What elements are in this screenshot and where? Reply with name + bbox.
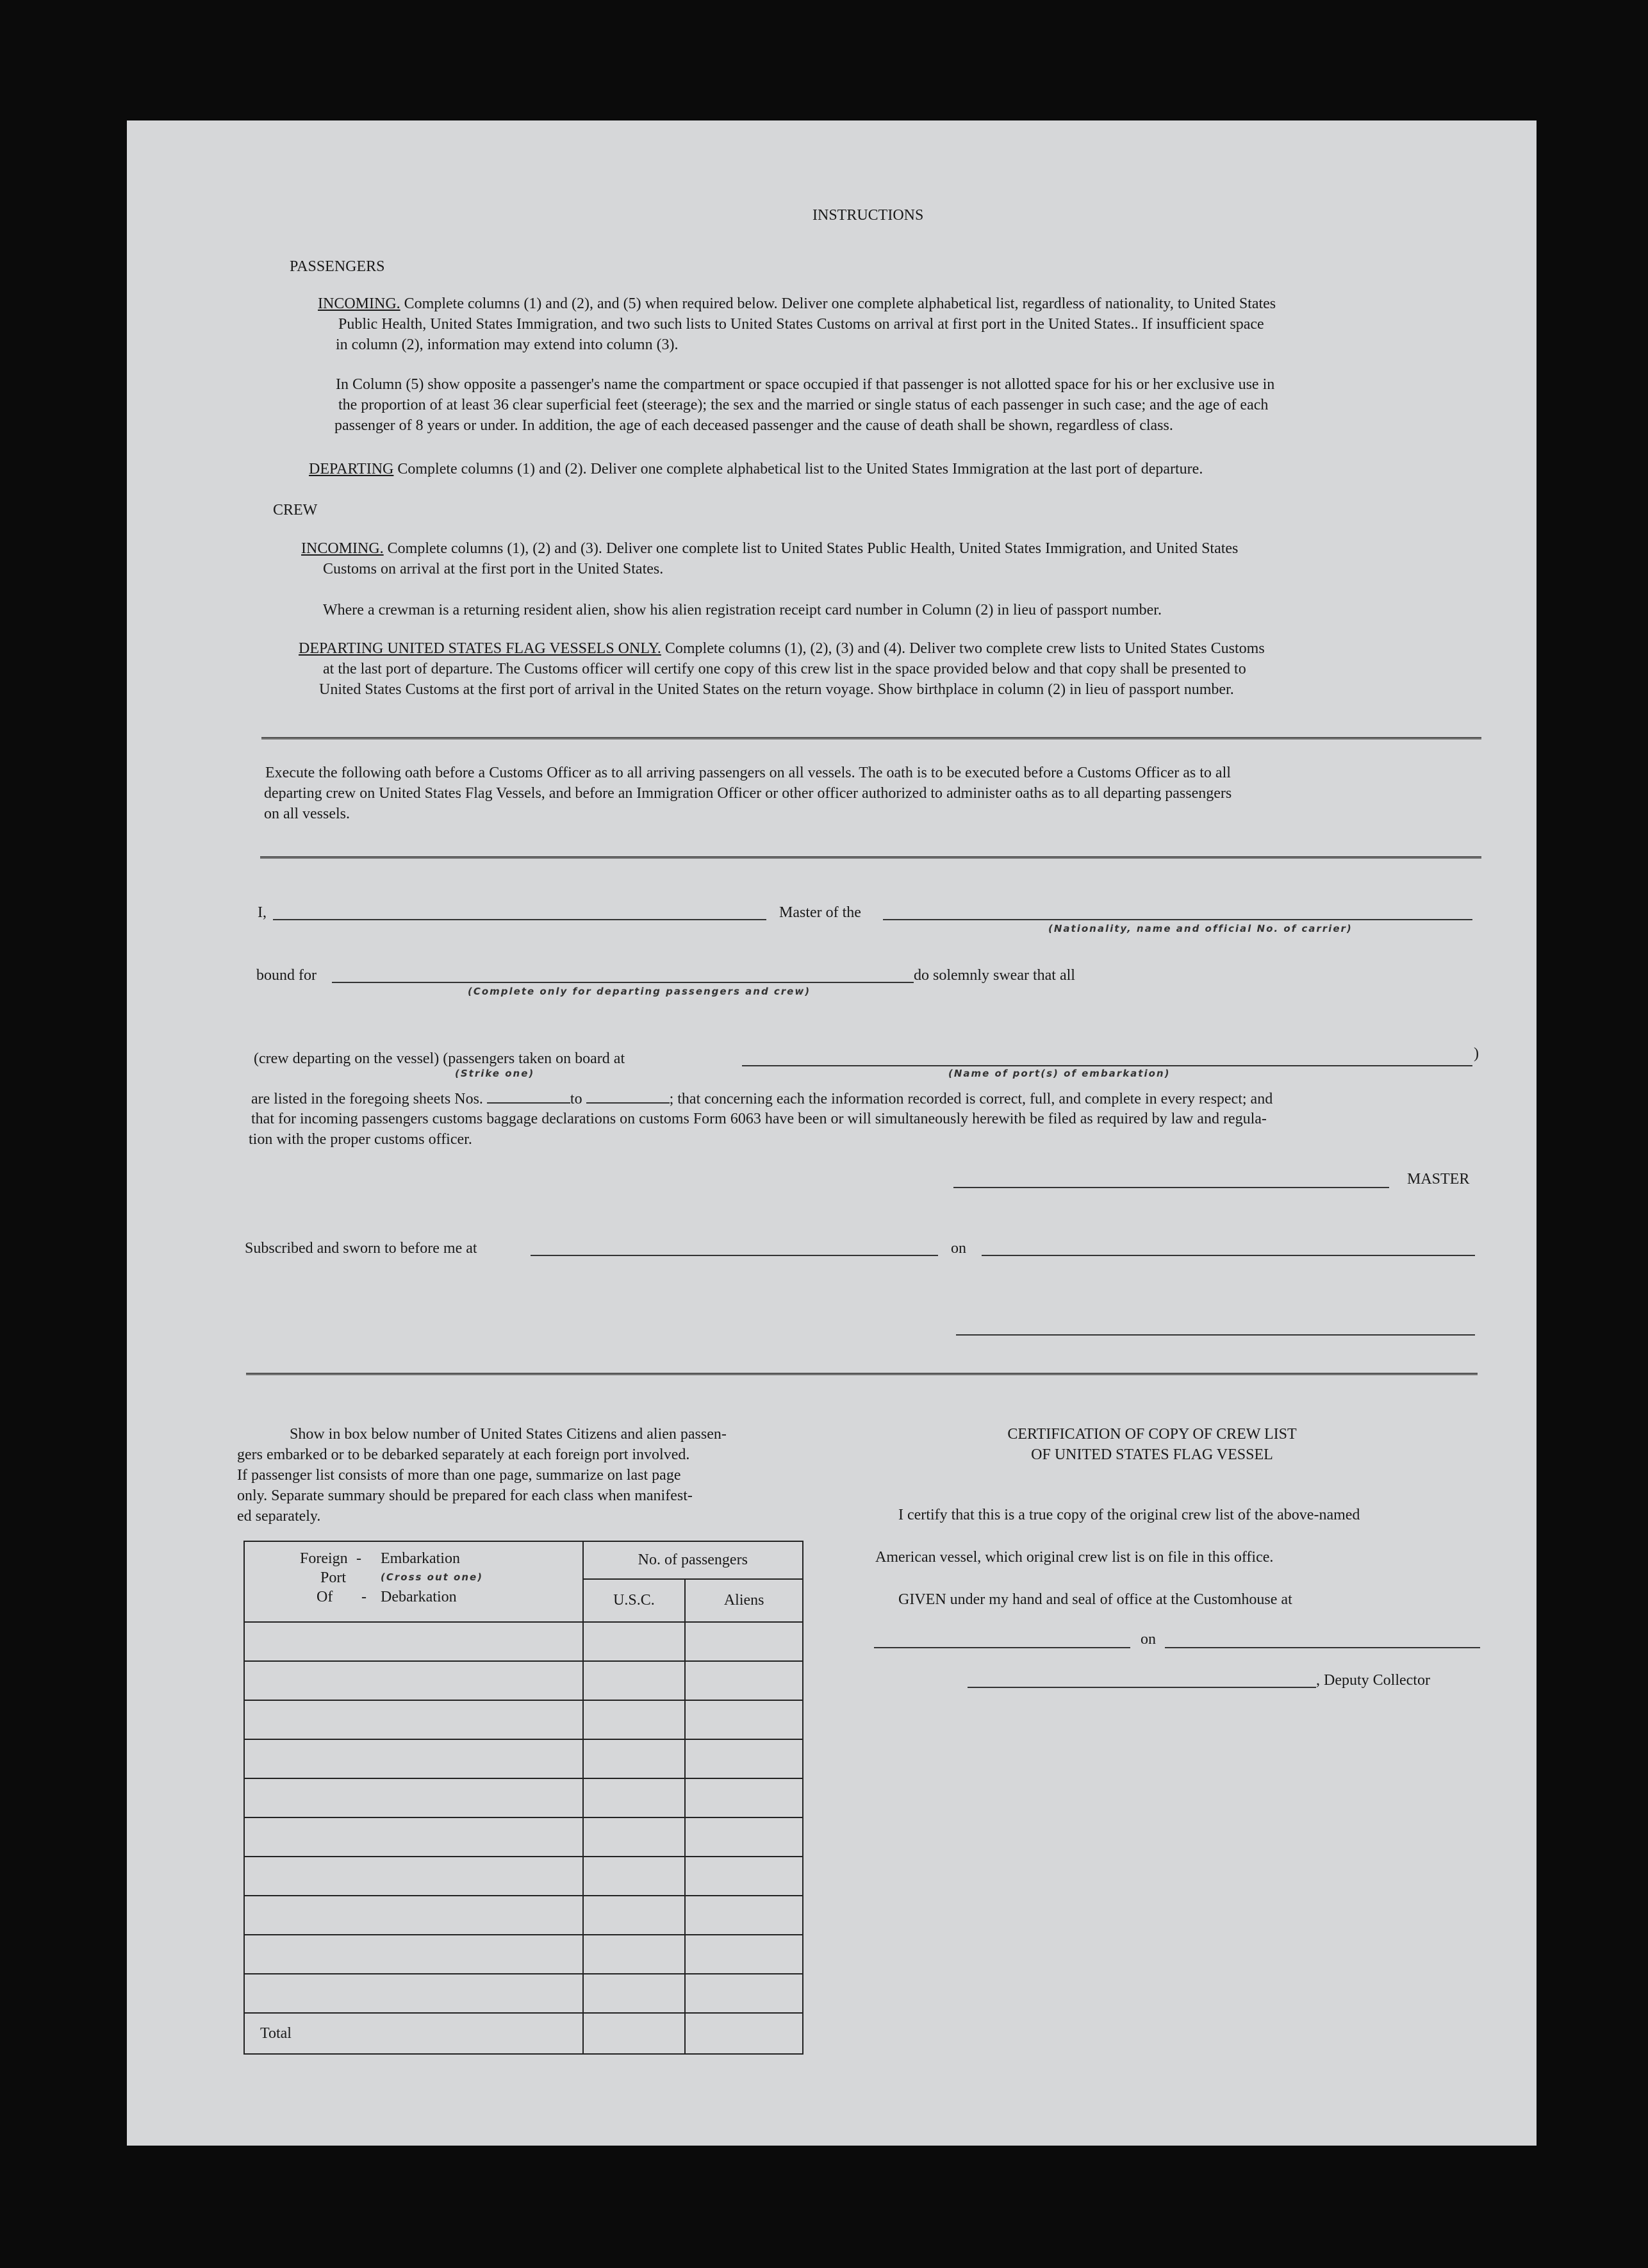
sheets-to-label: to bbox=[570, 1091, 582, 1107]
summary-rows bbox=[244, 1622, 803, 2013]
usc-cell[interactable] bbox=[583, 1974, 686, 2013]
aliens-cell[interactable] bbox=[685, 1896, 803, 1935]
incoming-label: INCOMING. bbox=[318, 295, 400, 312]
foreign-label: Foreign bbox=[300, 1550, 348, 1567]
port-cell[interactable] bbox=[244, 1661, 583, 1700]
dash-2: - bbox=[361, 1589, 367, 1605]
master-label: MASTER bbox=[1407, 1171, 1470, 1188]
port-cell[interactable] bbox=[244, 1857, 583, 1896]
oath-instruction-line-3: on all vessels. bbox=[264, 806, 350, 822]
certification-text-1: I certify that this is a true copy of the original crew list of the above-named bbox=[898, 1507, 1360, 1523]
sheets-from-field[interactable] bbox=[487, 1088, 570, 1104]
oath-instruction-line-2: departing crew on United States Flag Vessels, and before an Immigration Officer or other officer authorized to administer oaths as to all departing passengers bbox=[264, 785, 1232, 802]
passengers-incoming-line-3: in column (2), information may extend into column (3). bbox=[336, 336, 679, 353]
column5-line-2: the proportion of at least 36 clear superficial feet (steerage); the sex and the married or single status of each passenger in such case; and the age of each bbox=[338, 397, 1269, 413]
aliens-cell[interactable] bbox=[685, 1974, 803, 2013]
usc-cell[interactable] bbox=[583, 1935, 686, 1974]
certification-text-3: GIVEN under my hand and seal of office at the Customhouse at bbox=[898, 1591, 1292, 1608]
passengers-heading: PASSENGERS bbox=[290, 258, 385, 275]
crew-incoming-line-1 bbox=[301, 538, 1238, 559]
embarkation-label: Embarkation bbox=[381, 1550, 460, 1567]
table-row bbox=[244, 1739, 803, 1778]
certification-text-2: American vessel, which original crew list is on file in this office. bbox=[875, 1549, 1274, 1566]
deputy-collector-label: , Deputy Collector bbox=[1316, 1672, 1430, 1689]
total-label-text: Total bbox=[260, 2024, 292, 2042]
port-caption: (Name of port(s) of embarkation) bbox=[948, 1068, 1171, 1079]
crew-incoming-text: Complete columns (1), (2) and (3). Deliver one complete list to United States Public Health, United States Immigration, and United States bbox=[387, 540, 1239, 557]
departing-label: DEPARTING bbox=[309, 461, 394, 477]
aliens-cell[interactable] bbox=[685, 1778, 803, 1817]
document-page bbox=[127, 120, 1537, 2146]
flag-vessels-line-1 bbox=[299, 638, 1265, 659]
flag-vessels-label: DEPARTING UNITED STATES FLAG VESSELS ONLY. bbox=[299, 640, 661, 657]
table-row bbox=[244, 1817, 803, 1857]
crewman-line: Where a crewman is a returning resident alien, show his alien registration receipt card number in Column (2) in lieu of passport number. bbox=[323, 602, 1162, 618]
column5-line-3: passenger of 8 years or under. In addition, the age of each deceased passenger and the cause of death shall be shown, regardless of class. bbox=[334, 417, 1173, 434]
crew-departing-label: (crew departing on the vessel) (passengers taken on board at bbox=[254, 1050, 625, 1067]
table-row bbox=[244, 1661, 803, 1700]
oath-i-label: I, bbox=[258, 904, 267, 921]
strike-one-caption: (Strike one) bbox=[455, 1068, 535, 1079]
summary-line-2: gers embarked or to be debarked separately at each foreign port involved. bbox=[237, 1446, 690, 1463]
usc-cell[interactable] bbox=[583, 1661, 686, 1700]
flag-vessels-line-2: at the last port of departure. The Customs officer will certify one copy of this crew list in the space provided below and that copy shall be presented to bbox=[323, 661, 1246, 677]
listed-line-1 bbox=[251, 1088, 1273, 1109]
carrier-field[interactable] bbox=[883, 919, 1472, 920]
subscribed-place-field[interactable] bbox=[531, 1255, 938, 1256]
crew-incoming-line-2: Customs on arrival at the first port in the United States. bbox=[323, 561, 664, 577]
nationality-caption: (Nationality, name and official No. of carrier) bbox=[1048, 923, 1353, 934]
usc-cell[interactable] bbox=[583, 1622, 686, 1661]
flag-vessels-text: Complete columns (1), (2), (3) and (4). Deliver two complete crew lists to United States Customs bbox=[664, 640, 1265, 657]
table-row bbox=[244, 1857, 803, 1896]
divider-1 bbox=[261, 737, 1481, 740]
port-cell[interactable] bbox=[244, 1778, 583, 1817]
master-name-field[interactable] bbox=[273, 919, 766, 920]
port-cell[interactable] bbox=[244, 1896, 583, 1935]
table-row bbox=[244, 1896, 803, 1935]
aliens-cell[interactable] bbox=[685, 1817, 803, 1857]
port-header-cell bbox=[244, 1541, 583, 1622]
oath-instruction-line-1: Execute the following oath before a Customs Officer as to all arriving passengers on all vessels. The oath is to be executed before a Customs Officer as to all bbox=[265, 765, 1231, 781]
crew-heading: CREW bbox=[273, 502, 318, 518]
subscribed-date-field[interactable] bbox=[982, 1255, 1475, 1256]
usc-cell[interactable] bbox=[583, 1896, 686, 1935]
dash-1: - bbox=[356, 1550, 361, 1567]
departing-text: Complete columns (1) and (2). Deliver one complete alphabetical list to the United States Immigration at the last port of departure. bbox=[397, 461, 1203, 477]
aliens-cell[interactable] bbox=[685, 1700, 803, 1739]
usc-cell[interactable] bbox=[583, 1857, 686, 1896]
debarkation-label: Debarkation bbox=[381, 1589, 457, 1605]
divider-2 bbox=[260, 856, 1481, 859]
table-row bbox=[244, 1974, 803, 2013]
deputy-signature-field[interactable] bbox=[968, 1687, 1316, 1688]
swear-label: do solemnly swear that all bbox=[914, 967, 1075, 984]
total-label bbox=[244, 2013, 583, 2054]
passengers-incoming-line-2: Public Health, United States Immigration, and two such lists to United States Customs on arrival at first port in the United States.. If insufficient space bbox=[338, 316, 1264, 333]
usc-cell[interactable] bbox=[583, 1817, 686, 1857]
port-cell[interactable] bbox=[244, 1700, 583, 1739]
complete-only-caption: (Complete only for departing passengers and crew) bbox=[468, 986, 811, 997]
listed-text: ; that concerning each the information recorded is correct, full, and complete in every respect; and bbox=[669, 1091, 1273, 1107]
table-row bbox=[244, 1935, 803, 1974]
table-row bbox=[244, 1700, 803, 1739]
certification-date-field[interactable] bbox=[1165, 1647, 1480, 1648]
summary-line-5: ed separately. bbox=[237, 1508, 321, 1525]
master-of-label: Master of the bbox=[779, 904, 861, 921]
port-embarkation-field[interactable] bbox=[742, 1065, 1472, 1066]
total-row bbox=[244, 2013, 803, 2054]
officer-signature-field[interactable] bbox=[956, 1334, 1475, 1336]
port-label: Port bbox=[320, 1569, 347, 1586]
certification-on-label: on bbox=[1141, 1631, 1156, 1648]
total-aliens-cell[interactable] bbox=[685, 2013, 803, 2054]
sheets-to-field[interactable] bbox=[586, 1088, 670, 1104]
aliens-header: Aliens bbox=[685, 1579, 803, 1622]
master-signature-field[interactable] bbox=[953, 1187, 1389, 1188]
listed-line-2: that for incoming passengers customs baggage declarations on customs Form 6063 have been or will simultaneously herewith be filed as required by law and regula- bbox=[251, 1111, 1267, 1127]
aliens-cell[interactable] bbox=[685, 1622, 803, 1661]
usc-cell[interactable] bbox=[583, 1739, 686, 1778]
usc-header: U.S.C. bbox=[583, 1579, 686, 1622]
aliens-cell[interactable] bbox=[685, 1739, 803, 1778]
summary-line-3: If passenger list consists of more than one page, summarize on last page bbox=[237, 1467, 681, 1484]
customhouse-field[interactable] bbox=[874, 1647, 1130, 1648]
no-passengers-header: No. of passengers bbox=[583, 1541, 803, 1579]
bound-for-label: bound for bbox=[256, 967, 317, 984]
of-label: Of bbox=[317, 1589, 333, 1605]
port-cell[interactable] bbox=[244, 1739, 583, 1778]
aliens-cell[interactable] bbox=[685, 1857, 803, 1896]
subscribed-label: Subscribed and sworn to before me at bbox=[245, 1240, 477, 1257]
port-cell[interactable] bbox=[244, 1974, 583, 2013]
listed-line-3: tion with the proper customs officer. bbox=[249, 1131, 472, 1148]
certification-heading-1: CERTIFICATION OF COPY OF CREW LIST bbox=[1007, 1426, 1297, 1443]
crew-incoming-label: INCOMING. bbox=[301, 540, 384, 557]
passengers-departing-line bbox=[309, 459, 1203, 479]
incoming-text: Complete columns (1) and (2), and (5) when required below. Deliver one complete alphabetical list, regardless of nationality, to United States bbox=[404, 295, 1276, 312]
aliens-cell[interactable] bbox=[685, 1935, 803, 1974]
sheets-label: are listed in the foregoing sheets Nos. bbox=[251, 1091, 483, 1107]
close-paren: ) bbox=[1474, 1045, 1479, 1062]
instructions-heading: INSTRUCTIONS bbox=[812, 207, 924, 224]
bound-for-field[interactable] bbox=[332, 982, 914, 983]
passenger-summary-table bbox=[243, 1541, 803, 2055]
subscribed-on-label: on bbox=[951, 1240, 966, 1257]
flag-vessels-line-3: United States Customs at the first port of arrival in the United States on the return voyage. Show birthplace in column (2) in lieu of passport number. bbox=[319, 681, 1234, 698]
summary-line-1: Show in box below number of United States Citizens and alien passen- bbox=[290, 1426, 727, 1443]
table-row bbox=[244, 1622, 803, 1661]
divider-3 bbox=[246, 1373, 1478, 1375]
certification-heading-2: OF UNITED STATES FLAG VESSEL bbox=[1031, 1446, 1273, 1463]
total-usc-cell[interactable] bbox=[583, 2013, 686, 2054]
summary-line-4: only. Separate summary should be prepared for each class when manifest- bbox=[237, 1487, 693, 1504]
column5-line-1: In Column (5) show opposite a passenger's name the compartment or space occupied if that passenger is not allotted space for his or her exclusive use in bbox=[336, 376, 1275, 393]
table-row bbox=[244, 1778, 803, 1817]
aliens-cell[interactable] bbox=[685, 1661, 803, 1700]
port-cell[interactable] bbox=[244, 1817, 583, 1857]
usc-cell[interactable] bbox=[583, 1700, 686, 1739]
port-cell[interactable] bbox=[244, 1935, 583, 1974]
cross-out-caption: (Cross out one) bbox=[381, 1571, 484, 1583]
passengers-incoming-line-1 bbox=[318, 294, 1276, 314]
usc-cell[interactable] bbox=[583, 1778, 686, 1817]
port-cell[interactable] bbox=[244, 1622, 583, 1661]
